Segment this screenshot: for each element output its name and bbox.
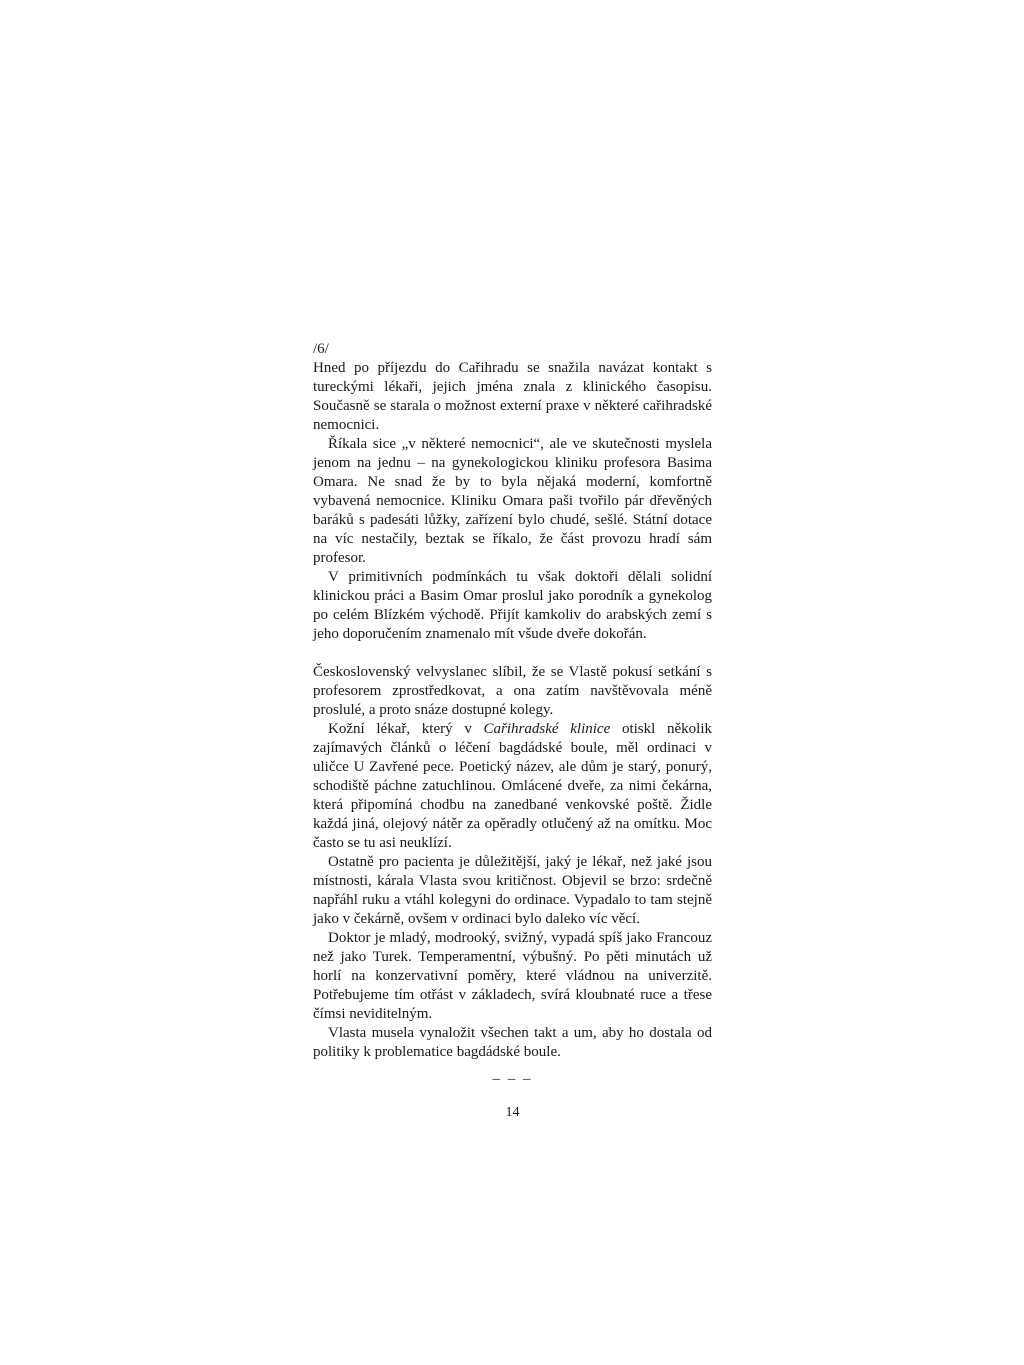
paragraph-text: otiskl několik zajímavých článků o léčení bagdádské boule, měl ordinaci v uličce U Zavřené pece. Poetický název, ale dům je starý, ponurý, schodiště páchne zatuchlinou. Omlácené dveře, za nimi čekárna, která připomíná chodbu na zanedbané venkovské poště. Židle každá jiná, olejový nátěr za opěradly otlučený až na omítku. Moc často se tu asi neuklízí. <box>313 721 712 851</box>
paragraph: Říkala sice „v některé nemocnici“, ale ve skutečnosti myslela jenom na jednu – na gynekologickou kliniku profesora Basima Omara. Ne snad že by to byla nějaká moderní, komfortně vybavená nemocnice. Kliniku Omara paši tvořilo pár dřevěných baráků s padesáti lůžky, zařízení bylo chudé, sešlé. Státní dotace na víc nestačily, beztak se říkalo, že část provozu hradí sám profesor. <box>313 436 712 566</box>
journal-title: Cařihradské klinice <box>483 721 611 737</box>
paragraph: Vlasta musela vynaložit všechen takt a um, aby ho dostala od politiky k problematice bagdádské boule. <box>313 1025 712 1060</box>
paragraph <box>313 720 712 853</box>
paragraph: Československý velvyslanec slíbil, že se Vlastě pokusí setkání s profesorem zprostředkovat, a ona zatím navštěvovala méně proslulé, a proto snáze dostupné kolegy. <box>313 664 712 718</box>
paragraph: Ostatně pro pacienta je důležitější, jaký je lékař, než jaké jsou místnosti, kárala Vlasta svou kritičnost. Objevil se brzo: srdečně napřáhl ruku a vtáhl kolegyni do ordinace. Vypadalo to tam stejně jako v čekárně, ovšem v ordinaci bylo daleko víc věcí. <box>313 854 712 927</box>
section-break <box>313 644 712 663</box>
paragraph: Hned po příjezdu do Cařihradu se snažila navázat kontakt s tureckými lékaři, jejich jména znala z klinického časopisu. Současně se starala o možnost externí praxe v některé cařihradské nemocnici. <box>313 360 712 433</box>
scene-separator: – – – <box>492 1071 533 1087</box>
book-page <box>313 340 712 1122</box>
page-number: 14 <box>505 1105 520 1120</box>
paragraph: V primitivních podmínkách tu však doktoři dělali solidní klinickou práci a Basim Omar proslul jako porodník a gynekolog po celém Blízkém východě. Přijít kamkoliv do arabských zemí s jeho doporučením znamenalo mít všude dveře dokořán. <box>313 569 712 642</box>
paragraph-text: Kožní lékař, který v <box>328 721 484 737</box>
chapter-number: /6/ <box>313 341 329 357</box>
paragraph: Doktor je mladý, modrooký, svižný, vypadá spíš jako Francouz než jako Turek. Temperamentní, výbušný. Po pěti minutách už horlí na konzervativní poměry, které vládnou na univerzitě. Potřebujeme tím otřást v základech, svírá kloubnaté ruce a třese čímsi neviditelným. <box>313 930 712 1022</box>
